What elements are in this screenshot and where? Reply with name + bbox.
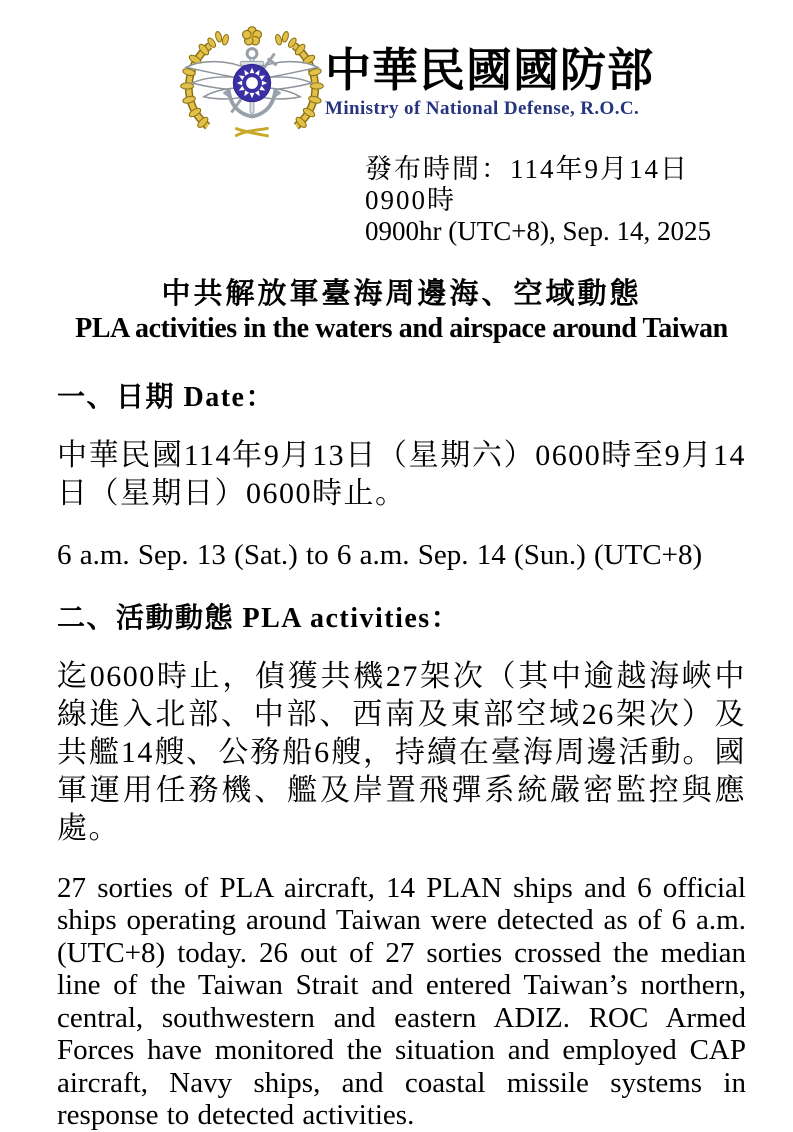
mnd-emblem-icon: [175, 26, 329, 142]
header: [175, 26, 746, 142]
doc-title-en: PLA activities in the waters and airspace around Taiwan: [75, 313, 728, 344]
release-time-cn: 發布時間：114年9月14日0900時: [365, 154, 689, 215]
date-body-en: 6 a.m. Sep. 13 (Sat.) to 6 a.m. Sep. 14 (Sun.) (UTC+8): [57, 539, 703, 571]
activities-body-cn: 迄0600時止，偵獲共機27架次（其中逾越海峽中線進入北部、中部、西南及東部空域26架次）及共艦14艘、公務船6艘，持續在臺海周邊活動。國軍運用任務機、艦及岸置飛彈系統嚴密監控與應處。: [57, 659, 746, 845]
section-activities-heading: 二、活動動態 PLA activities：: [57, 602, 461, 634]
release-time-block: [365, 154, 746, 247]
org-name-cn: 中華民國國防部: [325, 45, 654, 96]
org-name-en: Ministry of National Defense, R.O.C.: [325, 98, 640, 119]
release-time-en: 0900hr (UTC+8), Sep. 14, 2025: [365, 216, 711, 246]
activities-body-en: 27 sorties of PLA aircraft, 14 PLAN ships and 6 official ships operating around Taiwan were detected as of 6 a.m. (UTC+8) today. 26 out of 27 sorties crossed the median line of the Taiwan Strait and entered Taiwan’s northern, central, southwestern and eastern ADIZ. ROC Armed Forces have monitored the situation and employed CAP aircraft, Navy ships, and coastal missile systems in response to detected activities.: [57, 871, 746, 1131]
date-body-cn: 中華民國114年9月13日（星期六）0600時至9月14日（星期日）0600時止。: [57, 439, 746, 510]
section-date-heading: 一、日期 Date：: [57, 382, 275, 413]
doc-title-cn: 中共解放軍臺海周邊海、空域動態: [161, 278, 642, 310]
org-name-block: [325, 26, 654, 120]
